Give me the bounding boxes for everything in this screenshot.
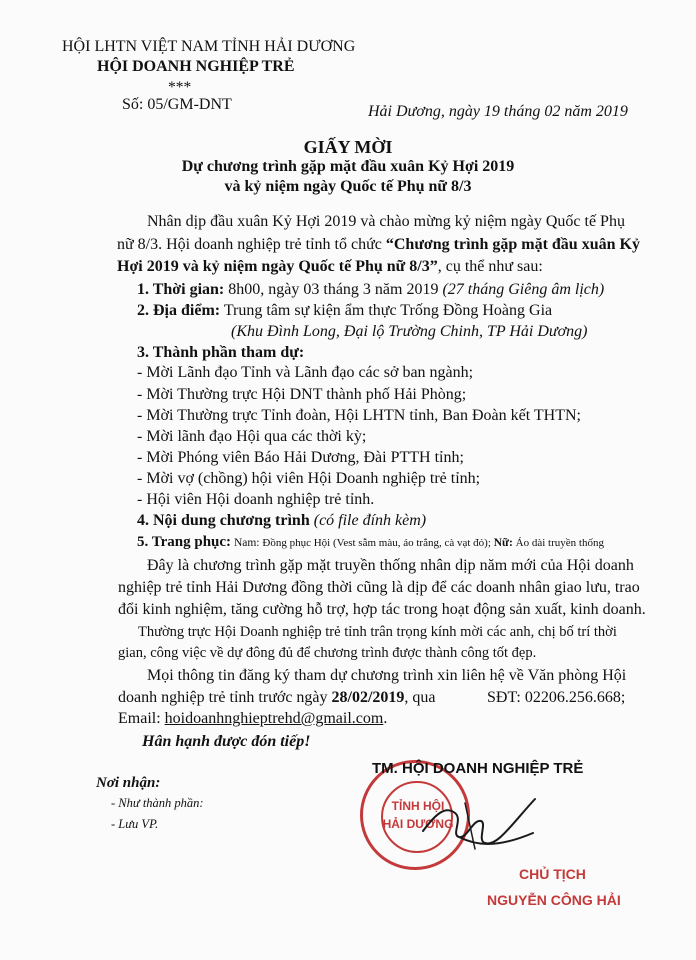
intro-text: nữ 8/3. Hội doanh nghiệp trẻ tỉnh tổ chức xyxy=(117,236,386,253)
venue-address: (Khu Đình Long, Đại lộ Trường Chinh, TP Hải Dương) xyxy=(231,323,588,340)
participant-item: - Mời Thường trực Tỉnh đoàn, Hội LHTN tỉnh, Ban Đoàn kết THTN; xyxy=(137,407,581,424)
deadline-text: doanh nghiệp trẻ tỉnh trước ngày xyxy=(118,689,332,706)
title-subtitle-1: Dự chương trình gặp mặt đầu xuân Kỷ Hợi 2019 xyxy=(181,158,515,175)
intro-text-end: , cụ thể như sau: xyxy=(437,258,543,275)
document-number: Số: 05/GM-DNT xyxy=(122,96,232,113)
participant-item: - Mời vợ (chồng) hội viên Hội Doanh nghiệp trẻ tỉnh; xyxy=(137,470,481,487)
contact-phone: SĐT: 02206.256.668; xyxy=(487,689,626,706)
signer-title: CHỦ TỊCH xyxy=(519,866,586,882)
program-note: (có file đính kèm) xyxy=(309,512,427,529)
paragraph-2-line: gian, công việc về dự đông đủ để chương trình được thành công tốt đẹp. xyxy=(118,645,537,661)
item-time xyxy=(137,281,604,299)
stamp-line-1: TỈNH HỘI xyxy=(391,799,445,813)
dress-female-label: Nữ: xyxy=(490,537,516,549)
place-date: Hải Dương, ngày 19 tháng 02 năm 2019 xyxy=(368,103,628,120)
paragraph-1-line: Đây là chương trình gặp mặt truyền thống nhân dịp năm mới của Hội doanh xyxy=(147,557,634,574)
item-venue xyxy=(137,302,552,320)
closing-text: Hân hạnh được đón tiếp! xyxy=(142,733,311,750)
dress-male: Đồng phục Hội (Vest sẫm màu, áo trắng, cà vạt đỏ); xyxy=(262,537,491,549)
deadline-via: , qua xyxy=(404,689,436,706)
contact-email-line xyxy=(118,710,387,728)
time-label: 1. Thời gian: xyxy=(137,281,225,298)
intro-program-name-cont: Hợi 2019 và kỷ niệm ngày Quốc tế Phụ nữ 8/3” xyxy=(117,258,438,275)
participant-item: - Hội viên Hội doanh nghiệp trẻ tỉnh. xyxy=(137,491,375,508)
paragraph-3-line xyxy=(118,689,436,707)
paragraph-3-line: Mọi thông tin đăng ký tham dự chương trình xin liên hệ về Văn phòng Hội xyxy=(147,667,627,684)
participants-label: 3. Thành phần tham dự: xyxy=(137,344,305,361)
header-stars: *** xyxy=(168,79,192,96)
org-parent-name: HỘI LHTN VIỆT NAM TỈNH HẢI DƯƠNG xyxy=(62,38,356,55)
item-dress xyxy=(137,534,604,551)
email-end: . xyxy=(383,710,388,727)
venue-value: Trung tâm sự kiện ẩm thực Trống Đồng Hoàng Gia xyxy=(220,302,553,319)
participant-item: - Mời Phóng viên Báo Hải Dương, Đài PTTH tỉnh; xyxy=(137,449,464,466)
paragraph-2-line: Thường trực Hội Doanh nghiệp trẻ tỉnh trân trọng kính mời các anh, chị bố trí thời xyxy=(138,624,617,640)
handwritten-signature xyxy=(415,785,555,865)
recipients-label: Nơi nhận: xyxy=(96,775,161,791)
participant-item: - Mời Thường trực Hội DNT thành phố Hải Phòng; xyxy=(137,386,467,403)
document-title: GIẤY MỜI xyxy=(303,137,393,157)
venue-label: 2. Địa điểm: xyxy=(137,302,221,319)
email-link[interactable]: hoidoanhnghieptrehd@gmail.com xyxy=(164,710,384,727)
intro-line-1: Nhân dịp đầu xuân Kỷ Hợi 2019 và chào mừng kỷ niệm ngày Quốc tế Phụ xyxy=(147,213,625,230)
paragraph-1-line: nghiệp trẻ tỉnh Hải Dương đồng thời cũng là dịp để các doanh nhân giao lưu, trao xyxy=(118,579,640,596)
signature-on-behalf: TM. HỘI DOANH NGHIỆP TRẺ xyxy=(372,760,584,777)
program-label: 4. Nội dung chương trình xyxy=(137,512,310,529)
paragraph-1-line: đổi kinh nghiệm, tăng cường hỗ trợ, hợp tác trong hoạt động sản xuất, kinh doanh. xyxy=(118,601,646,618)
participant-item: - Mời Lãnh đạo Tỉnh và Lãnh đạo các sở ban ngành; xyxy=(137,364,474,381)
deadline-date: 28/02/2019 xyxy=(331,689,405,706)
stamp-line-2: HẢI DƯƠNG xyxy=(382,817,454,831)
dress-female: Áo dài truyền thống xyxy=(515,537,604,549)
item-program xyxy=(137,512,426,530)
participant-item: - Mời lãnh đạo Hội qua các thời kỳ; xyxy=(137,428,367,445)
signer-name: NGUYỄN CÔNG HẢI xyxy=(487,892,621,908)
org-name: HỘI DOANH NGHIỆP TRẺ xyxy=(97,58,295,75)
title-subtitle-2: và kỷ niệm ngày Quốc tế Phụ nữ 8/3 xyxy=(224,178,472,195)
intro-line-3 xyxy=(117,258,543,276)
recipient-item: - Lưu VP. xyxy=(111,817,159,831)
intro-line-2 xyxy=(117,236,640,254)
time-value: 8h00, ngày 03 tháng 3 năm 2019 xyxy=(224,281,443,298)
time-note: (27 tháng Giêng âm lịch) xyxy=(442,281,605,298)
dress-male-label: Nam: xyxy=(231,537,263,549)
dress-label: 5. Trang phục: xyxy=(137,534,232,550)
recipient-item: - Như thành phần: xyxy=(111,796,204,810)
email-label: Email: xyxy=(118,710,165,727)
intro-program-name: “Chương trình gặp mặt đầu xuân Kỷ xyxy=(385,236,640,253)
